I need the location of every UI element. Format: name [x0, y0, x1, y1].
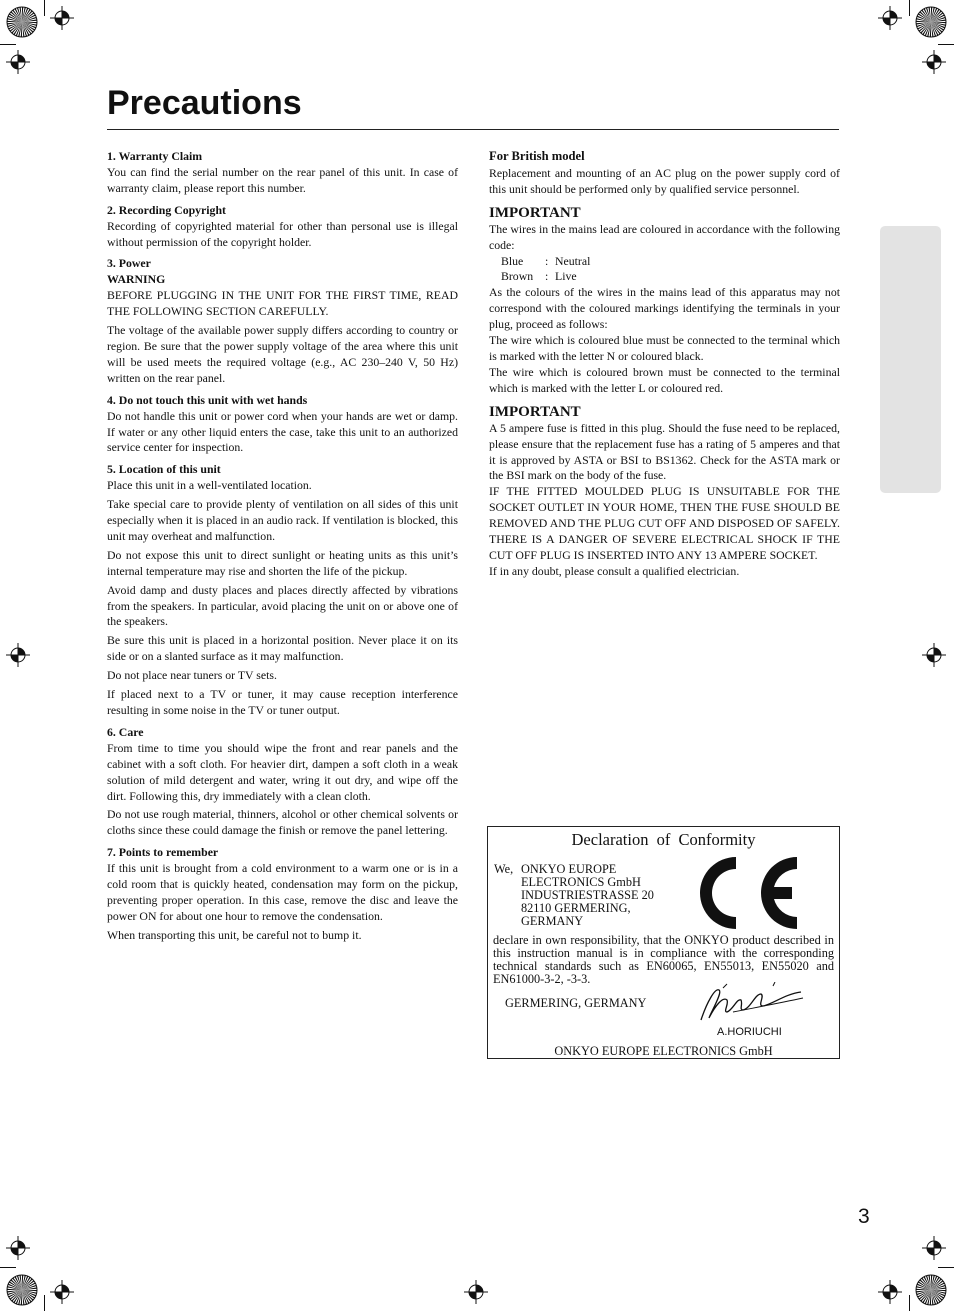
precaution-section	[107, 725, 458, 839]
important-2-paragraph: A 5 ampere fuse is fitted in this plug. Should the fuse need to be replaced, please ensure that the replacement fuse has a rating of 5 amperes and that it is approved by ASTA or BSI to BS1362. Check for the ASTA mark or the BSI mark on the body of the fuse.	[489, 420, 840, 483]
crop-line	[938, 1267, 954, 1268]
section-paragraph: Do not place near tuners or TV sets.	[107, 668, 277, 683]
important-1-paragraph: As the colours of the wires in the mains lead of this apparatus may not correspond with the coloured markings identifying the terminals in your plug, proceed as follows:	[489, 285, 840, 332]
declaration-of-conformity-box	[487, 826, 840, 1059]
starburst-mark-icon	[6, 1274, 38, 1306]
section-heading: 5. Location of this unit	[107, 462, 221, 477]
section-heading: 1. Warranty Claim	[107, 149, 203, 163]
section-paragraph: If this unit is brought from a cold environment to a warm one or is in a cold room that is quickly heated, condensation may form on the pickup, preventing proper operation. In this case, remove the disc and leave the power ON for about one hour to remove the condensation.	[107, 861, 458, 923]
crop-line	[0, 1267, 16, 1268]
precaution-section	[107, 149, 458, 197]
section-paragraph: When transporting this unit, be careful not to bump it.	[107, 927, 362, 942]
precaution-section	[107, 393, 458, 457]
address-line: INDUSTRIESTRASSE 20	[521, 888, 654, 902]
crosshair-icon	[6, 50, 30, 74]
crosshair-icon	[50, 1280, 74, 1304]
crosshair-icon	[878, 1280, 902, 1304]
side-tab	[880, 226, 941, 493]
crop-line	[909, 1295, 910, 1311]
crosshair-icon	[878, 6, 902, 30]
crosshair-icon	[6, 1236, 30, 1260]
crosshair-icon	[464, 1280, 488, 1304]
important-1-paragraph: The wire which is coloured brown must be connected to the terminal which is marked with the letter L or coloured red.	[489, 364, 840, 395]
crop-line	[938, 44, 954, 45]
signature-icon	[693, 982, 805, 1026]
section-paragraph: Do not expose this unit to direct sunlight or heating units as this unit’s internal temperature may rise and shorten the life of the pickup.	[107, 547, 458, 578]
section-paragraph: From time to time you should wipe the front and rear panels and the cabinet with a soft cloth. For heavier dirt, dampen a soft cloth in a weak solution of mild detergent and water, wring it out dry, and wipe off the dirt. Following this, dry immediately with a clean cloth.	[107, 740, 458, 803]
wire-meaning: Neutral	[555, 253, 591, 268]
section-paragraph: You can find the serial number on the rear panel of this unit. In case of warranty claim, please report this number.	[107, 164, 458, 195]
wire-code-intro: The wires in the mains lead are coloured in accordance with the following code:	[489, 221, 840, 252]
british-model-heading: For British model	[489, 149, 585, 163]
crop-line	[44, 1295, 45, 1311]
crosshair-icon	[50, 6, 74, 30]
section-paragraph: Take special care to provide plenty of ventilation on all sides of this unit especially when it is placed in an audio rack. If ventilation is blocked, this unit may overheat and malfunction.	[107, 497, 458, 543]
declaration-title: Declaration of Conformity	[571, 830, 756, 849]
section-paragraph: Do not use rough material, thinners, alcohol or other chemical solvents or cloths since these could damage the finish or remove the panel lettering.	[107, 807, 458, 838]
precaution-section	[107, 462, 458, 719]
important-heading-2: IMPORTANT	[489, 403, 581, 420]
page-number: 3	[858, 1205, 870, 1228]
section-subheading: WARNING	[107, 272, 166, 287]
crosshair-icon	[922, 1236, 946, 1260]
wire-separator: :	[545, 269, 549, 284]
important-heading-1: IMPORTANT	[489, 204, 581, 221]
crosshair-icon	[922, 50, 946, 74]
section-paragraph: Recording of copyrighted material for other than personal use is illegal without permission of the copyright holder.	[107, 218, 458, 249]
crosshair-icon	[922, 643, 946, 667]
section-paragraph: Avoid damp and dusty places and places directly affected by vibrations from the speakers. In particular, avoid placing the unit on or above one of the speakers.	[107, 582, 458, 629]
starburst-mark-icon	[915, 1274, 947, 1306]
wire-color: Blue	[501, 253, 524, 268]
crop-line	[909, 0, 910, 16]
page-title: Precautions	[107, 84, 302, 122]
important-2-paragraph: If in any doubt, please consult a qualified electrician.	[489, 563, 740, 578]
wire-meaning: Live	[555, 269, 577, 284]
crosshair-icon	[6, 643, 30, 667]
crop-line	[44, 0, 45, 16]
section-paragraph: Place this unit in a well-ventilated location.	[107, 478, 312, 493]
section-heading: 6. Care	[107, 724, 144, 739]
address-line: GERMANY	[521, 914, 584, 928]
important-1-body	[489, 285, 840, 396]
wire-color: Brown	[501, 269, 534, 284]
starburst-mark-icon	[6, 6, 38, 38]
section-paragraph: Do not handle this unit or power cord when your hands are wet or damp. If water or any other liquid enters the case, take this unit to an authorized service center for inspection.	[107, 408, 458, 455]
british-model-text: Replacement and mounting of an AC plug on the power supply cord of this unit should be performed only by qualified service personnel.	[489, 165, 840, 196]
declaration-place: GERMERING, GERMANY	[505, 996, 647, 1010]
declaration-address	[521, 863, 654, 928]
important-2-paragraph: IF THE FITTED MOULDED PLUG IS UNSUITABLE FOR THE SOCKET OUTLET IN YOUR HOME, THEN THE FUSE SHOULD BE REMOVED AND THE PLUG CUT OFF AND DISPOSED OF SAFELY. THERE IS A DANGER OF SEVERE ELECTRICAL SHOCK IF THE CUT OFF PLUG IS INSERTED INTO ANY 13 AMPERE SOCKET.	[489, 484, 840, 562]
important-2-body	[489, 421, 840, 580]
section-paragraph: Be sure this unit is placed in a horizontal position. Never place it on its side or on a slanted surface as it may malfunction.	[107, 633, 458, 664]
address-line: ONKYO EUROPE	[521, 862, 617, 876]
title-rule	[107, 129, 839, 130]
section-heading: 3. Power	[107, 256, 151, 271]
wire-code-row	[489, 269, 840, 285]
section-heading: 7. Points to remember	[107, 845, 219, 860]
wire-separator: :	[545, 253, 549, 268]
wire-code-table	[489, 254, 840, 286]
starburst-mark-icon	[915, 6, 947, 38]
precaution-section	[107, 845, 458, 943]
address-line: ELECTRONICS GmbH	[521, 875, 641, 889]
wire-code-row	[489, 254, 840, 270]
declaration-we: We,	[494, 862, 514, 876]
precaution-section	[107, 203, 458, 251]
ce-mark-icon	[692, 853, 800, 933]
section-paragraph: If placed next to a TV or tuner, it may cause reception interference resulting in some noise in the TV or tuner output.	[107, 687, 458, 717]
section-heading: 2. Recording Copyright	[107, 202, 226, 217]
section-paragraph: BEFORE PLUGGING IN THE UNIT FOR THE FIRST TIME, READ THE FOLLOWING SECTION CAREFULLY.	[107, 288, 458, 319]
important-1-paragraph: The wire which is coloured blue must be connected to the terminal which is marked with the letter N or coloured black.	[489, 333, 840, 363]
crop-line	[0, 44, 16, 45]
section-paragraph: The voltage of the available power supply differs according to country or region. Be sure that the power supply voltage of the area where this unit will be used meets the required voltage (e.g., AC 230–240 V, 50 Hz) written on the rear panel.	[107, 323, 458, 385]
right-column	[489, 149, 840, 580]
declaration-signer: A.HORIUCHI	[717, 1026, 782, 1038]
declaration-body: declare in own responsibility, that the ONKYO product described in this instruction manual is in compliance with the corresponding technical standards such as EN60065, EN55013, EN55020 and EN61000-3-2, -3-3.	[493, 933, 834, 986]
address-line: 82110 GERMERING,	[521, 901, 631, 915]
precaution-section	[107, 256, 458, 386]
left-column	[107, 149, 458, 950]
declaration-company: ONKYO EUROPE ELECTRONICS GmbH	[554, 1044, 773, 1058]
section-heading: 4. Do not touch this unit with wet hands	[107, 392, 308, 407]
